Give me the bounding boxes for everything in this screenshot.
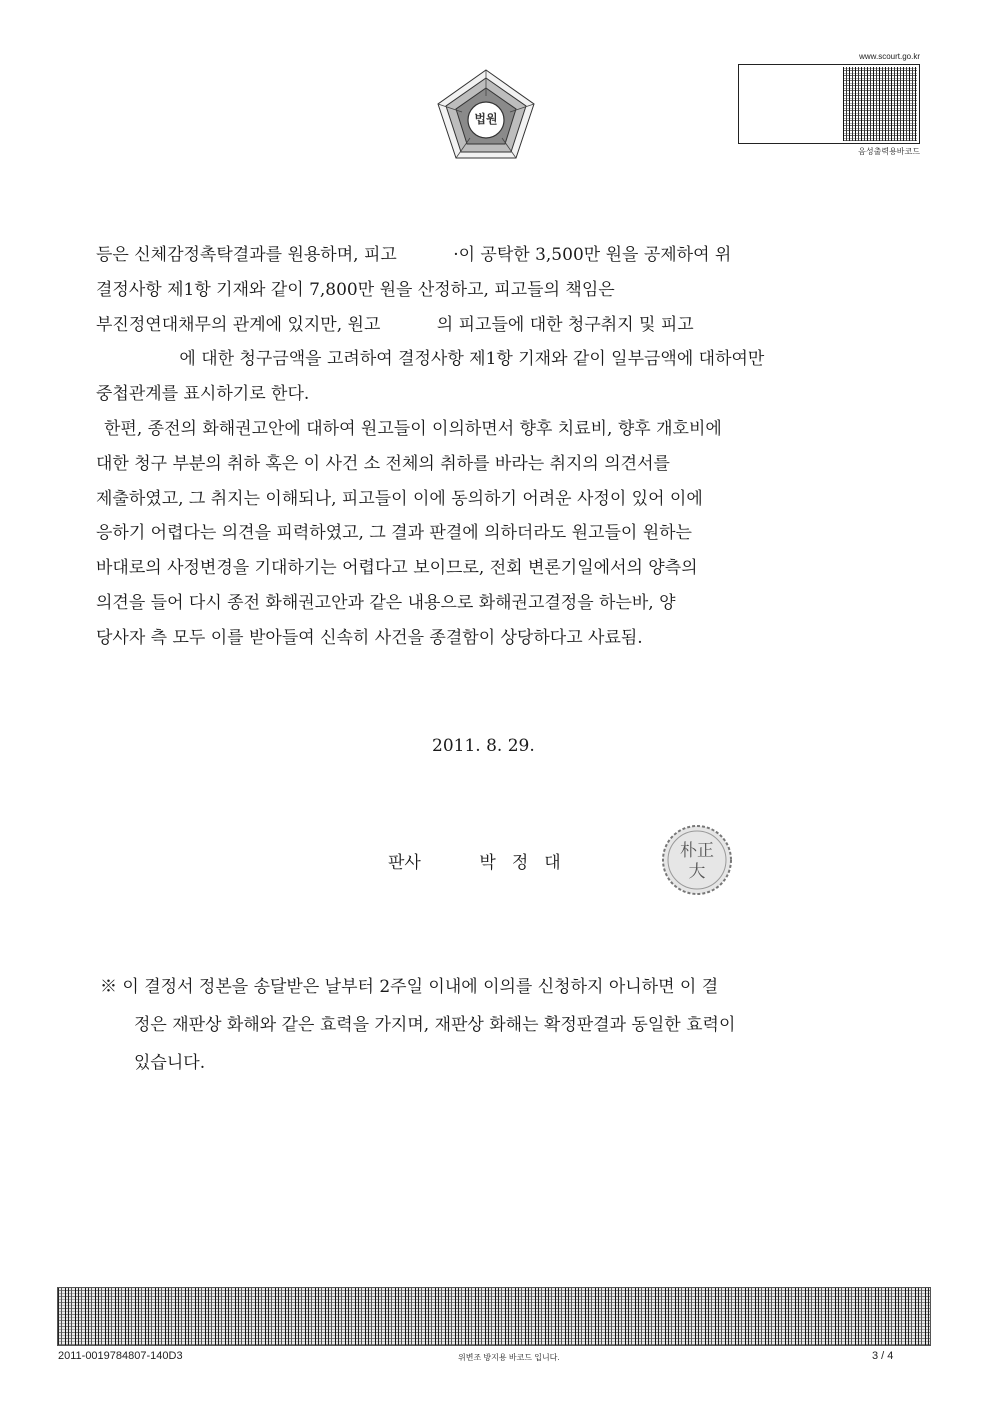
body-line: 결정사항 제1항 기재와 같이 7,800만 원을 산정하고, 피고들의 책임은 bbox=[96, 279, 615, 300]
audio-barcode bbox=[738, 52, 922, 156]
body-line: 한편, 종전의 화해권고안에 대하여 원고들이 이의하면서 향후 치료비, 향후 개호비에 bbox=[104, 418, 722, 439]
barcode-note: 위변조 방지용 바코드 입니다. bbox=[458, 1353, 560, 1362]
barcode-url: www.scourt.go.kr bbox=[859, 52, 920, 61]
decision-date: 2011. 8. 29. bbox=[432, 736, 535, 756]
seal-icon bbox=[660, 823, 734, 897]
page-number: 3 / 4 bbox=[872, 1350, 894, 1362]
body-line: 부진정연대채무의 관계에 있지만, 원고 의 피고들에 대한 청구취지 및 피고 bbox=[96, 314, 694, 335]
anti-forgery-barcode bbox=[57, 1287, 931, 1346]
judge-seal bbox=[660, 823, 734, 897]
body-line: 중첩관계를 표시하기로 한다. bbox=[96, 384, 310, 405]
notice-block bbox=[100, 968, 880, 1082]
qr-pattern bbox=[843, 67, 917, 141]
notice-line: 있습니다. bbox=[134, 1053, 206, 1073]
judge-name: 박정대 bbox=[479, 853, 577, 873]
body-line: 응하기 어렵다는 의견을 피력하였고, 그 결과 판결에 의하더라도 원고들이 원하는 bbox=[96, 523, 692, 544]
decision-body bbox=[96, 238, 866, 656]
body-line: 당사자 측 모두 이를 받아들여 신속히 사건을 종결함이 상당하다고 사료됨. bbox=[96, 627, 643, 648]
body-line: 제출하였고, 그 취지는 이해되나, 피고들이 이에 동의하기 어려운 사정이 있어 이에 bbox=[96, 488, 703, 509]
court-emblem bbox=[428, 66, 544, 162]
body-line: 바대로의 사정변경을 기대하기는 어렵다고 보이므로, 전회 변론기일에서의 양측의 bbox=[96, 558, 698, 579]
body-line: 등은 신체감정촉탁결과를 원용하며, 피고 ·이 공탁한 3,500만 원을 공제하여 위 bbox=[96, 245, 732, 265]
barcode-caption: 음성출력용바코드 bbox=[858, 147, 920, 156]
body-line: 에 대한 청구금액을 고려하여 결정사항 제1항 기재와 같이 일부금액에 대하여만 bbox=[140, 349, 765, 370]
body-line: 의견을 들어 다시 종전 화해권고안과 같은 내용으로 화해권고결정을 하는바, 양 bbox=[96, 592, 676, 613]
notice-line: ※ 이 결정서 정본을 송달받은 날부터 2주일 이내에 이의를 신청하지 아니하면 이 결 bbox=[100, 977, 719, 997]
emblem-label: 법원 bbox=[474, 112, 498, 126]
judge-signature-line bbox=[388, 848, 577, 873]
document-id: 2011-0019784807-140D3 bbox=[58, 1350, 183, 1362]
barcode-frame bbox=[738, 64, 920, 144]
svg-text:大: 大 bbox=[688, 862, 706, 882]
notice-line: 정은 재판상 화해와 같은 효력을 가지며, 재판상 화해는 확정판결과 동일한 효력이 bbox=[134, 1015, 736, 1035]
judge-title: 판사 bbox=[388, 853, 421, 873]
svg-text:朴正: 朴正 bbox=[680, 841, 714, 861]
body-line: 대한 청구 부분의 취하 혹은 이 사건 소 전체의 취하를 바라는 취지의 의견서를 bbox=[96, 453, 670, 474]
